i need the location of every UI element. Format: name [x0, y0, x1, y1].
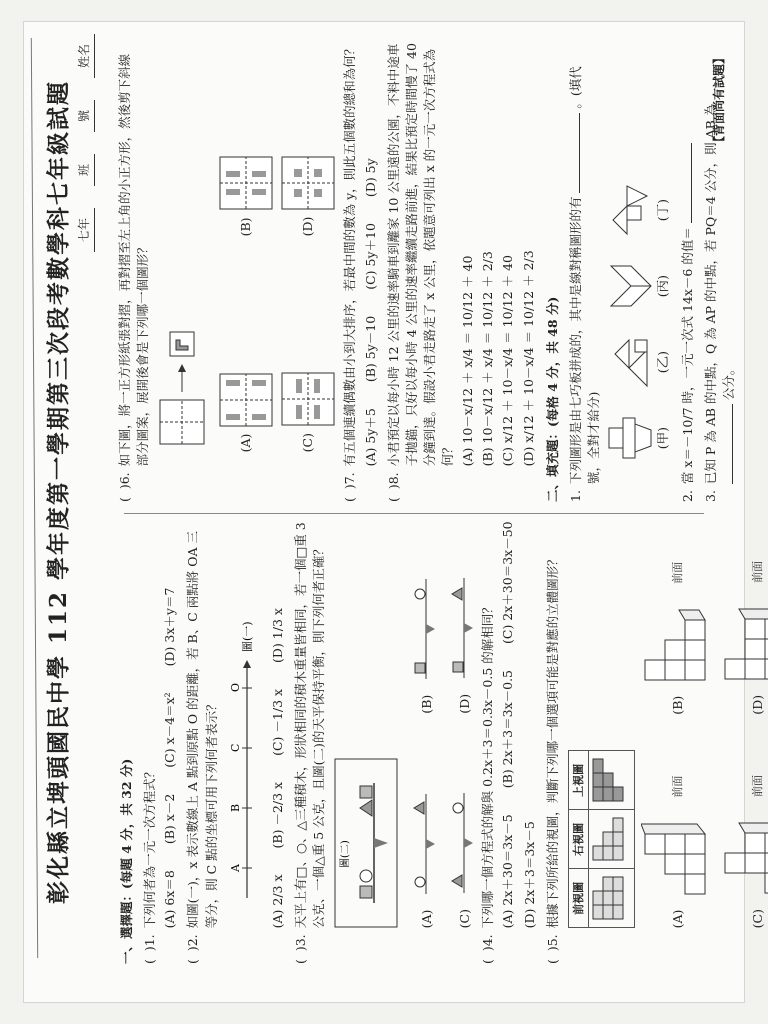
question-4	[479, 519, 539, 964]
option-b: (B) －2/3 x	[269, 781, 285, 849]
unfolded-pattern-icon	[218, 372, 274, 428]
question-number: ( )2.	[185, 934, 201, 964]
section-heading-choice: 一、選擇題：(每題 4 分，共 32 分)	[119, 758, 134, 964]
question-number: ( )4.	[480, 934, 495, 964]
tangram-figure	[607, 256, 653, 316]
unfolded-pattern-icon	[218, 155, 274, 211]
option-c: (C) －1/3 x	[269, 688, 285, 756]
fill-question-1	[567, 42, 674, 502]
answer-blank[interactable]	[579, 113, 580, 193]
option-b: (B) x－2	[162, 793, 178, 845]
option-b: (B) 2x＋3＝3x－0.5	[500, 669, 516, 789]
option-label: (D)	[750, 694, 766, 715]
exam-title: 彰化縣立埤頭國民中學 112 學年度第一學期第三次段考數學科七年級試題	[45, 79, 72, 905]
option-a: (A) 2/3 x	[269, 874, 285, 929]
tangram-figure	[607, 180, 653, 240]
student-info	[76, 34, 95, 252]
option-label: (A)	[670, 909, 686, 929]
balance-option-c	[440, 734, 474, 929]
top-view	[589, 751, 635, 810]
question-stem: 如下圖，將一正方形紙張對摺，再對摺至左上角的小正方形，然後剪下斜線部分圖案，展開後會是下列哪一個圖形？	[117, 53, 151, 467]
cube-stack-figure	[641, 806, 715, 902]
option-label: (B)	[670, 695, 686, 715]
option-c: (C) x－4＝x²	[162, 692, 178, 768]
fill-question-2	[679, 42, 697, 502]
unfolded-pattern-icon	[280, 371, 336, 427]
question-stem: 下列何者為一元一次方程式？	[142, 765, 158, 929]
front-label: 前面	[751, 775, 765, 798]
top-view-header: 上視圖	[568, 751, 589, 810]
option-b: (B) 5y－10	[362, 315, 378, 383]
question-number: ( )3.	[292, 934, 308, 964]
figure-label: 圖(一)	[240, 621, 254, 653]
cube-stack-figure	[721, 805, 768, 901]
back-page-notice: 【背面尚有試題】	[711, 52, 726, 149]
balance-option-d	[440, 519, 474, 714]
question-stem: 下列哪一個方程式的解與 0.2x＋3＝0.3x－0.5 的解相同？	[480, 601, 495, 929]
left-column	[116, 519, 766, 964]
point-label: C	[228, 743, 242, 753]
balance-icon	[440, 783, 474, 903]
point-label: B	[228, 804, 242, 813]
front-view-header: 前視圖	[568, 869, 589, 928]
option-label: (D)	[456, 693, 472, 714]
grade-field: 七年	[76, 208, 95, 252]
paper-fold-figure	[156, 226, 208, 446]
name-field: 姓名	[76, 34, 95, 78]
balance-icon	[440, 568, 474, 688]
balance-figure	[334, 758, 398, 928]
question-5	[544, 519, 768, 964]
balance-option-a	[402, 734, 436, 929]
tangram-option-bing	[607, 256, 672, 316]
fold-option-c	[280, 258, 336, 452]
point-label: O	[228, 683, 242, 693]
fold-option-b	[218, 42, 274, 236]
answer-blank[interactable]	[732, 404, 733, 484]
balance-icon	[402, 784, 436, 904]
question-2	[184, 519, 286, 964]
option-d: (D) 1/3 x	[269, 608, 285, 663]
option-c: (C) 2x＋30＝3x－50	[500, 521, 516, 644]
question-stem: 如圖(一)，x 表示數線上 A 點到原點 O 的距離，若 B、C 兩點將 OA 三等分，則 C 點的坐標可用下列何者表示？	[185, 530, 219, 929]
option-label: (B)	[418, 694, 434, 714]
question-8	[385, 42, 538, 502]
question-stem: 當 x＝－10/7 時，一元一次式 14x－6 的值＝	[680, 227, 696, 485]
option-label: (D)	[300, 216, 316, 237]
option-d: (D) 3x＋y＝7	[162, 587, 178, 667]
section-heading-fill: 二、填充題：(每格 4 分，共 48 分)	[544, 296, 560, 502]
question-number: ( )6.	[117, 472, 132, 502]
number-line-figure	[227, 608, 267, 908]
right-view	[589, 810, 635, 869]
front-view	[589, 869, 635, 928]
option-label: (C)	[300, 433, 316, 453]
question-number: 1.	[567, 490, 583, 502]
tangram-option-jia	[607, 408, 672, 468]
answer-blank[interactable]	[691, 143, 692, 223]
figure-label: 圖(二)	[340, 840, 351, 869]
front-label: 前面	[671, 775, 685, 798]
option-c: (C) 5y＋10	[362, 223, 378, 290]
unfolded-pattern-icon	[280, 155, 336, 211]
question-stem: 有五個連續偶數由小到大排序，若最中間的數為 y，則此五個數的總和為何？	[342, 42, 358, 467]
question-number: 3.	[703, 490, 719, 502]
option-label: (C)	[456, 909, 472, 929]
option-b: (B) 10－x/12 ＋ x/4 ＝ 10/12 ＋ 2/3	[480, 251, 496, 467]
front-label: 前面	[751, 560, 765, 583]
question-number: ( )7.	[342, 472, 358, 502]
tangram-figure	[607, 408, 653, 468]
question-number: ( )1.	[142, 934, 158, 964]
question-1	[141, 519, 179, 964]
option-a: (A) 2x＋30＝3x－5	[500, 814, 516, 929]
option-d: (D) 5y	[362, 158, 378, 198]
option-label: (A)	[238, 433, 254, 453]
tangram-label: (甲)	[655, 426, 670, 450]
option-a: (A) 6x＝8	[162, 870, 178, 929]
tangram-figure	[607, 332, 653, 392]
question-stem: 小君預定以每小時 12 公里的速率騎車到離家 10 公里遠的公園，不料中途車子拋錨，只好以每小時 4 公里的速率繼續走路前進，結果比預定時間慢了 40 分鐘到達。假設小君走路走了 x 公里，依題意可列出 x 的一元一次方程式為何？	[385, 43, 455, 467]
exam-paper	[24, 22, 766, 1002]
fold-option-d	[280, 42, 336, 236]
title-row	[42, 42, 75, 942]
question-3	[292, 519, 474, 964]
option-label: (C)	[750, 909, 766, 929]
question-suffix: 公分。	[721, 362, 737, 401]
question-6	[116, 42, 336, 502]
tangram-label: (丙)	[655, 274, 670, 298]
question-stem: 下列圖形是由七巧板拼成的，其中是線對稱圖形的有	[567, 196, 583, 485]
front-label: 前面	[671, 561, 685, 584]
tangram-option-ding	[607, 180, 672, 240]
cube-stack-figure	[721, 591, 768, 687]
top-edge-line	[31, 38, 38, 958]
tangram-option-yi	[607, 332, 672, 392]
question-suffix: 。(填代號，全對才給分)	[567, 66, 601, 485]
class-field: 班	[76, 154, 95, 186]
cube-option-a	[641, 733, 715, 929]
tangram-label: (丁)	[655, 198, 670, 222]
question-7	[341, 42, 379, 502]
question-number: 2.	[680, 490, 696, 502]
column-divider	[124, 513, 704, 514]
option-d: (D) x/12 ＋ 10－x/4 ＝ 10/12 ＋ 2/3	[520, 250, 536, 467]
fold-option-a	[218, 258, 274, 452]
option-label: (B)	[238, 217, 254, 237]
option-a: (A) 10－x/12 ＋ x/4 ＝ 10/12 ＋ 40	[460, 255, 476, 467]
option-c: (C) x/12 ＋ 10－x/4 ＝ 10/12 ＋ 40	[500, 255, 516, 467]
seat-field: 號	[76, 100, 95, 132]
cube-option-d	[721, 519, 768, 715]
balance-option-b	[402, 519, 436, 714]
option-label: (A)	[418, 909, 434, 929]
views-table	[568, 750, 636, 928]
cube-stack-figure	[641, 592, 715, 688]
balance-icon	[402, 569, 436, 689]
tangram-label: (乙)	[655, 350, 670, 374]
cube-option-b	[641, 519, 715, 715]
question-stem: 根據下列所給的視圖，判斷下列哪一個選項可能是對應的立體圖形？	[545, 553, 561, 929]
cube-option-c	[721, 733, 768, 929]
question-stem: 已知 P 為 AB 的中點，Q 為 AP 的中點，若 PQ＝4 公分，則 AB 為	[703, 103, 719, 485]
question-number: ( )5.	[545, 934, 561, 964]
question-stem: 天平上有□、○、△三種積木，形狀相同的積木重量皆相同，若一個□重 3 公克、一個△重 5 公克，且圖(二)的天平保持平衡，則下列何者正確？	[292, 522, 326, 929]
right-view-header: 右視圖	[568, 810, 589, 869]
question-number: ( )8.	[385, 472, 401, 502]
option-a: (A) 5y＋5	[362, 408, 378, 467]
option-d: (D) 2x＋3＝3x－5	[522, 821, 538, 929]
point-label: A	[228, 864, 242, 873]
